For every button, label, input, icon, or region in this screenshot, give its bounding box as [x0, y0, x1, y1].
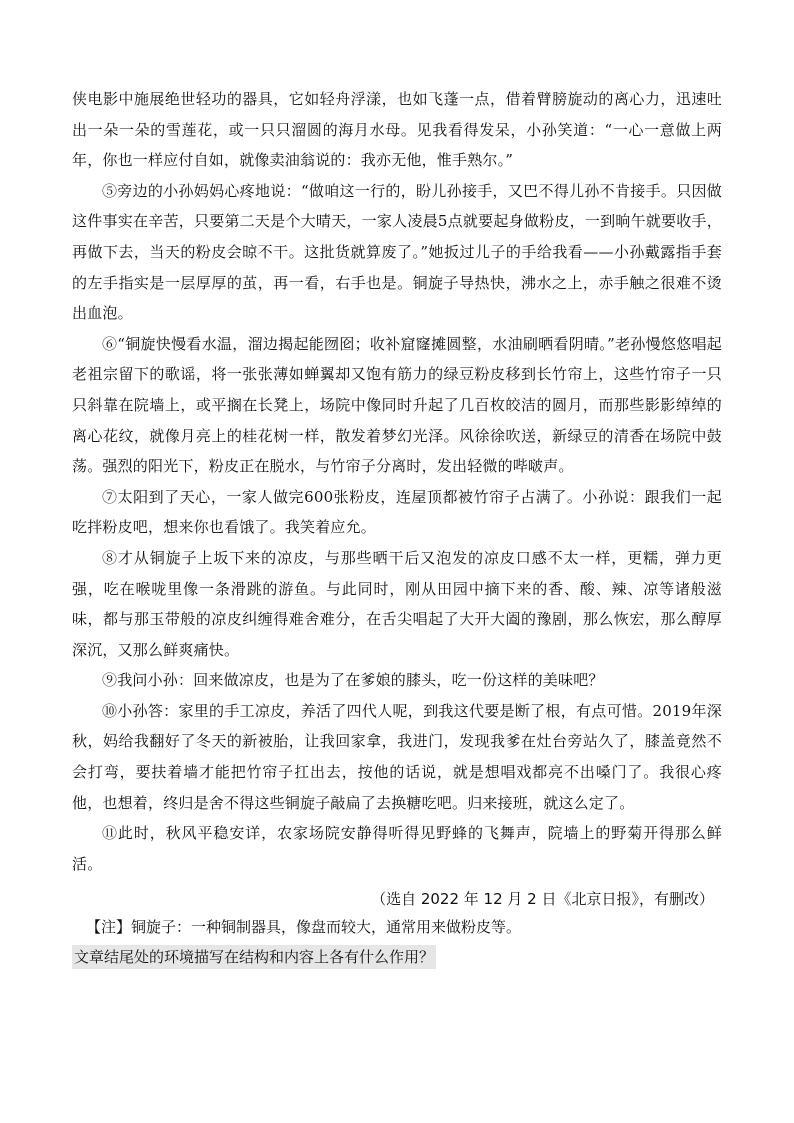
paragraph-9: ⑨我问小孙：回来做凉皮，也是为了在爹娘的膝头，吃一份这样的美味吧？	[102, 671, 604, 690]
paragraph-7: ⑦太阳到了天心，一家人做完600张粉皮，连屋顶都被竹帘子占满了。小孙说：跟我们一起吃拌粉皮吧，想来你也看饿了。我笑着应允。	[72, 487, 722, 537]
paragraph-continuation: 侠电影中施展绝世轻功的器具，它如轻舟浮漾，也如飞蓬一点，借着臂膀旋动的离心力，迅速吐出一朵一朵的雪莲花，或一只只溜圆的海月水母。见我看得发呆，小孙笑道：“一心一意做上两年，你也一样应付自如，就像卖油翁说的：我亦无他，惟手熟尔。”	[72, 90, 722, 170]
paragraph-10: ⑩小孙答：家里的手工凉皮，养活了四代人呢，到我这代要是断了根，有点可惜。2019年深秋，妈给我翻好了冬天的新被胎，让我回家拿，我进门，发现我爹在灶台旁站久了，膝盖竟然不会打弯，要扶着墙才能把竹帘子扛出去，按他的话说，就是想唱戏都亮不出嗓门了。我很心疼他，也想着，终归是舍不得这些铜旋子敲扁了去换糖吃吧。归来接班，就这么定了。	[72, 701, 722, 812]
question-prompt: 文章结尾处的环境描写在结构和内容上各有什么作用？	[72, 945, 436, 969]
paragraph-6: ⑥“铜旋快慢看水温，溜边揭起能囫囵；收补窟窿摊圆整，水油刷晒看阴晴。”老孙慢悠悠唱起老祖宗留下的歌谣，将一张张薄如蝉翼却又饱有筋力的绿豆粉皮移到长竹帘上，这些竹帘子一只只斜靠在院墙上，或平搁在长凳上，场院中像同时升起了几百枚皎洁的圆月，而那些影影绰绰的离心花纹，就像月亮上的桂花树一样，散发着梦幻光泽。风徐徐吹送，新绿豆的清香在场院中鼓荡。强烈的阳光下，粉皮正在脱水，与竹帘子分离时，发出轻微的哔啵声。	[72, 334, 722, 476]
paragraph-11: ⑪此时，秋风平稳安详，农家场院安静得听得见野蜂的飞舞声，院墙上的野菊开得那么鲜活。	[72, 824, 722, 873]
paragraph-5: ⑤旁边的小孙妈妈心疼地说：“做咱这一行的，盼儿孙接手，又巴不得儿孙不肯接手。只因做这件事实在辛苦，只要第二天是个大晴天，一家人凌晨5点就要起身做粉皮，一到晌午就要收手，再做下去，当天的粉皮会晾不干。这批货就算废了。”她扳过儿子的手给我看——小孙戴露指手套的左手指实是一层厚厚的茧，再一看，右手也是。铜旋子导热快，沸水之上，赤手触之很难不烫出血泡。	[72, 181, 722, 323]
paragraph-8: ⑧才从铜旋子上坂下来的凉皮，与那些晒干后又泡发的凉皮口感不太一样，更糯，弹力更强，吃在喉咙里像一条滑跳的游鱼。与此同时，刚从田园中摘下来的香、酸、辣、凉等诸般滋味，都与那玉带般的凉皮纠缠得难舍难分，在舌尖唱起了大开大阖的豫剧，那么恢宏，那么醇厚深沉，又那么鲜爽痛快。	[72, 548, 722, 659]
source-citation: （选自 2022 年 12 月 2 日《北京日报》，有删改）	[371, 890, 714, 909]
document-page	[72, 84, 722, 969]
annotation-note: 【注】铜旋子：一种铜制器具，像盘而较大，通常用来做粉皮等。	[86, 918, 522, 937]
